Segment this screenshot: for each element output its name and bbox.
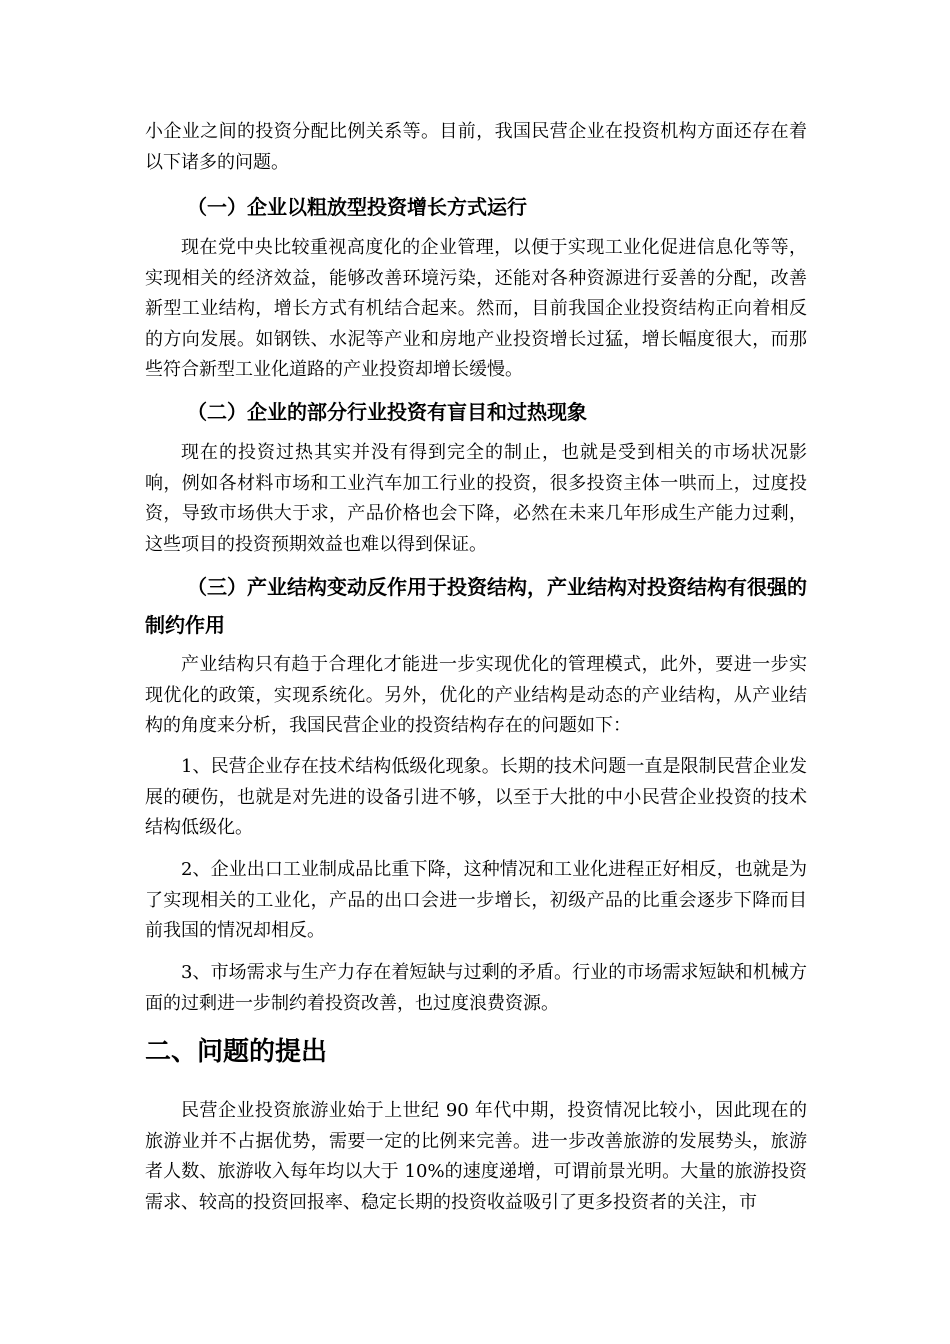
subheading-3: （三）产业结构变动反作用于投资结构，产业结构对投资结构有很强的制约作用 <box>145 575 807 637</box>
list-item-2: 2、企业出口工业制成品比重下降，这种情况和工业化进程正好相反，也就是为了实现相关的工业化，产品的出口会进一步增长，初级产品的比重会逐步下降而目前我国的情况却相反。 <box>145 859 807 941</box>
intro-paragraph: 小企业之间的投资分配比例关系等。目前，我国民营企业在投资机构方面还存在着以下诸多的问题。 <box>145 121 807 173</box>
list-item-1: 1、民营企业存在技术结构低级化现象。长期的技术问题一直是限制民营企业发展的硬伤，也就是对先进的设备引进不够，以至于大批的中小民营企业投资的技术结构低级化。 <box>145 756 807 838</box>
section-paragraph: 民营企业投资旅游业始于上世纪 90 年代中期，投资情况比较小，因此现在的旅游业并不占据优势，需要一定的比例来完善。进一步改善旅游的发展势头，旅游者人数、旅游收入每年均以大于 10%的速度递增，可谓前景光明。大量的旅游投资需求、较高的投资回报率、稳定长期的投资收益吸引了更多投资者的关注，市 <box>145 1100 807 1213</box>
paragraph-2: 现在的投资过热其实并没有得到完全的制止，也就是受到相关的市场状况影响，例如各材料市场和工业汽车加工行业的投资，很多投资主体一哄而上，过度投资，导致市场供大于求，产品价格也会下降，必然在未来几年形成生产能力过剩，这些项目的投资预期效益也难以得到保证。 <box>145 442 807 555</box>
section-title: 二、问题的提出 <box>145 1037 328 1067</box>
paragraph-3: 产业结构只有趋于合理化才能进一步实现优化的管理模式，此外，要进一步实现优化的政策，实现系统化。另外，优化的产业结构是动态的产业结构，从产业结构的角度来分析，我国民营企业的投资结构存在的问题如下： <box>145 654 807 736</box>
list-item-3: 3、市场需求与生产力存在着短缺与过剩的矛盾。行业的市场需求短缺和机械方面的过剩进一步制约着投资改善，也过度浪费资源。 <box>145 962 807 1014</box>
subheading-2: （二）企业的部分行业投资有盲目和过热现象 <box>187 400 587 424</box>
subheading-1: （一）企业以粗放型投资增长方式运行 <box>187 195 527 219</box>
paragraph-1: 现在党中央比较重视高度化的企业管理，以便于实现工业化促进信息化等等，实现相关的经济效益，能够改善环境污染，还能对各种资源进行妥善的分配，改善新型工业结构，增长方式有机结合起来。然而，目前我国企业投资结构正向着相反的方向发展。如钢铁、水泥等产业和房地产业投资增长过猛，增长幅度很大，而那些符合新型工业化道路的产业投资却增长缓慢。 <box>145 237 807 380</box>
